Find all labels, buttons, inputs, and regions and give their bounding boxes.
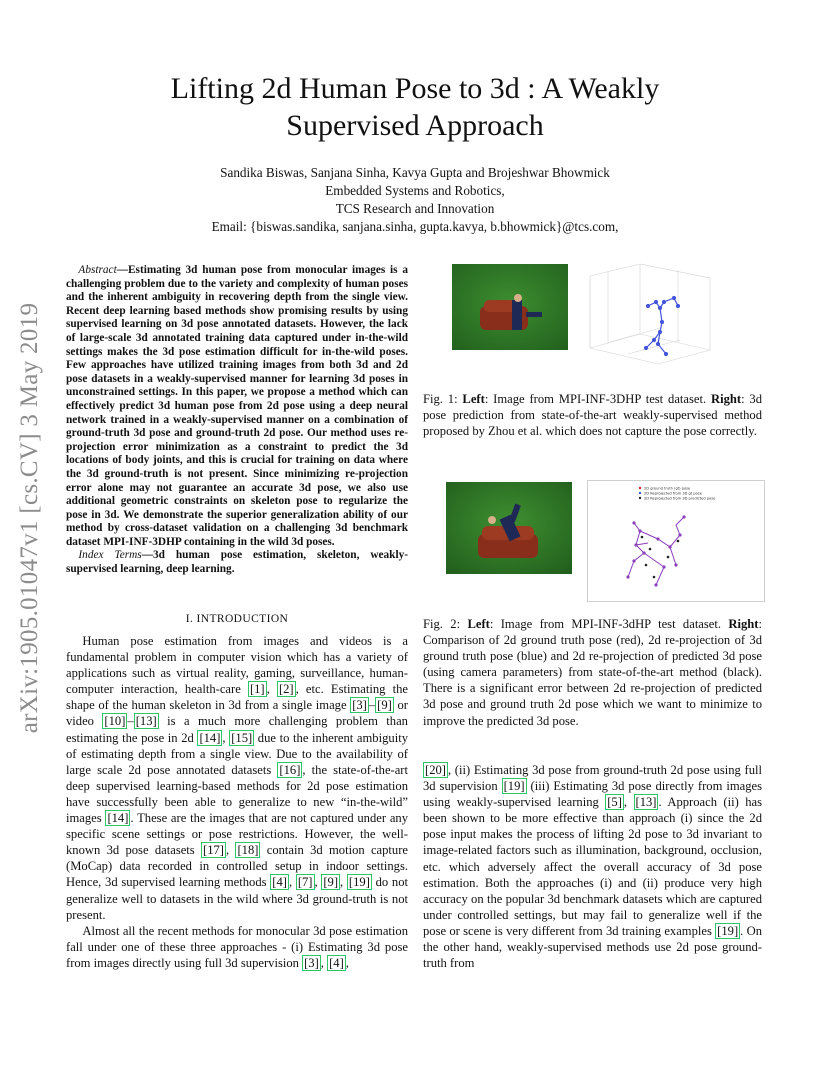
intro-paragraph-2: Almost all the recent methods for monocular 3d pose estimation fall under one of these three approaches - (i) Estimating 3d pose from images directly using full 3d supervision [3] , [4] , [66,923,408,970]
citation-link[interactable]: [3] [304,955,319,970]
abstract-label: Abstract [78,264,117,276]
intro-paragraph-1: Human pose estimation from images and videos is a fundamental problem in computer vision which has a variety of applications such as virtual reality, gaming, surveillance, human-computer interaction, health-care [1] , [2] , etc. Estimating the shape of the human skeleton in 3d from a single image [3] – [9] or video [10] – [13] is a much more challenging problem than estimating the pose in 2d [14] , [15] due to the inherent ambiguity of estimating depth from a single view. Due to the availability of large scale 2d pose annotated datasets [16] , the state-of-the-art deep supervised learning-based methods for 2d pose estimation have successfully been able to generalize to new “in-the-wild” images [14] . These are the images that are not captured under any specific scene settings or pose restrictions. However, the well-known 3d pose datasets [17] , [18] contain 3d motion capture (MoCap) data recorded in controlled setup in indoor settings. Hence, 3d supervised learning methods [4] , [7] , [9] , [19] do not generalize well to datasets in the wild where 3d ground-truth is not present. [66,634,409,922]
green-screen-photo [452,264,568,350]
legend-marker-blue [639,492,641,494]
citation-link[interactable]: [15] [231,730,253,745]
citation-link[interactable]: [7] [297,875,313,890]
citation-link[interactable]: [1] [249,682,265,697]
fig1-3d-plot [588,262,712,366]
author-block [90,164,740,236]
citation-link[interactable]: [14] [199,730,221,745]
fig2-2d-plot [587,480,765,602]
fig1-caption: Fig. 1: Left: Image from MPI-INF-3DHP test dataset. Right: 3d pose prediction from state-of-the-art weakly-supervised method proposed by Zhou et al. which does not capture the pose correctly. [423,392,762,439]
fig2-reprojection-plot [588,481,764,601]
introduction-text [66,633,408,971]
citation-link[interactable]: [13] [135,714,157,729]
citation-link[interactable]: [3] [352,698,367,713]
abstract [66,264,408,577]
paper-title [90,70,740,144]
fig2-caption: Fig. 2: Left: Image from MPI-INF-3dHP test dataset. Right: Comparison of 2d ground truth pose (red), 2d re-projection of 3d ground truth pose (blue) and 2d re-projection of predicted 3d pose (using camera parameters) from state-of-the-art method (black). There is a significant error between 2d re-projection of predicted 3d pose and ground truth 2d pose which we want to minimize to improve the predicted 3d pose. [423,617,762,728]
citation-link[interactable]: [4] [272,875,287,890]
citation-link[interactable]: [9] [377,698,392,713]
citation-link[interactable]: [14] [107,811,129,826]
index-terms-body: —3d human pose estimation, skeleton, weakly-supervised learning, deep learning. [66,549,409,576]
legend-marker-black [639,497,641,499]
fig1-3d-pose-plot [588,262,712,366]
title-line-1: Lifting 2d Human Pose to 3d : A Weakly [170,72,660,105]
citation-link[interactable]: [18] [237,843,259,858]
citation-link[interactable]: [2] [278,682,294,697]
citation-link[interactable]: [17] [203,843,224,858]
legend-marker-red [639,487,641,489]
citation-link[interactable]: [19] [503,779,525,794]
green-screen-photo-2 [446,482,572,574]
fig1-photo [452,264,568,350]
right-column-text: [20] , (ii) Estimating 3d pose from ground-truth 2d pose using full 3d supervision [19] (iii) Estimating 3d pose directly from images using weakly-supervised learning [5] , [13] . Approach (ii) has been shown to be more effective than approach (i) since the 2d pose input makes the process of lifting 2d pose to 3d invariant to image-related factors such as illumination, background, occlusion, etc. which adversely affect the overall accuracy of 3d pose estimation. Both the approaches (i) and (ii) produce very high accuracy on the popular 3d benchmark datasets which are captured under controlled settings, but may fail to generalize well if the pose or scene is very different from 3d training examples [19] . On the other hand, weakly-supervised methods use 2d pose ground-truth from [423,763,763,971]
abstract-body: —Estimating 3d human pose from monocular images is a challenging problem due to the variety and complexity of human poses and the inherent ambiguity in recovering depth from the single view. Recent deep learning based methods show promising results by using supervised learning on 3d pose annotated datasets. However, the lack of large-scale 3d annotated training data captured under in-the-wild settings makes the 3d pose estimation difficult for in-the-wild poses. Few approaches have utilized training images from both 3d and 2d pose datasets in a weakly-supervised manner for learning 3d poses in unconstrained settings. In this paper, we propose a method which can effectively predict 3d human pose from 2d pose using a deep neural network trained in a weakly-supervised manner on a combination of ground-truth 3d pose and ground-truth 2d pose. Our method uses re-projection error minimization as a constraint to predict the 3d locations of body joints, and this is crucial for training on data where the 3d ground-truth is not present. Since minimizing re-projection error alone may not guarantee an accurate 3d pose, we also use additional geometric constraints on skeleton pose to regularize the pose in 3d. We demonstrate the superior generalization ability of our method by cross-dataset validation on a challenging 3d benchmark dataset MPI-INF-3DHP containing in the wild 3d poses. [66,264,408,548]
citation-link[interactable]: [16] [279,762,301,777]
citation-link[interactable]: [10] [104,714,126,729]
legend-entry-1: 2D ground truth (gt) pose [644,486,691,491]
citation-link[interactable]: [13] [635,795,657,810]
citation-link[interactable]: [9] [323,875,339,890]
legend-entry-3: 2D Reprojected from 3D predicted pose [644,496,716,501]
section-heading-introduction: I. INTRODUCTION [185,613,289,625]
title-line-2: Supervised Approach [286,109,544,142]
affiliation-2: TCS Research and Innovation [335,201,495,216]
arxiv-id: arXiv:1905.01047v1 [cs.CV] 3 May 2019 [16,302,43,734]
citation-link[interactable]: [4] [329,955,344,970]
citation-link[interactable]: [19] [348,875,370,890]
arxiv-sidebar [8,278,52,758]
affiliation-1: Embedded Systems and Robotics, [325,183,505,198]
author-names: Sandika Biswas, Sanjana Sinha, Kavya Gupta and Brojeshwar Bhowmick [220,165,610,180]
legend-entry-2: 2D Reprojected from 3D gt pose [644,491,702,496]
author-email: Email: {biswas.sandika, sanjana.sinha, gupta.kavya, b.bhowmick}@tcs.com, [211,219,619,234]
fig2-photo [446,482,572,574]
citation-link[interactable]: [19] [717,923,739,938]
index-terms-label: Index Terms [78,549,142,562]
citation-link[interactable]: [5] [607,795,622,810]
citation-link[interactable]: [20] [425,763,446,777]
